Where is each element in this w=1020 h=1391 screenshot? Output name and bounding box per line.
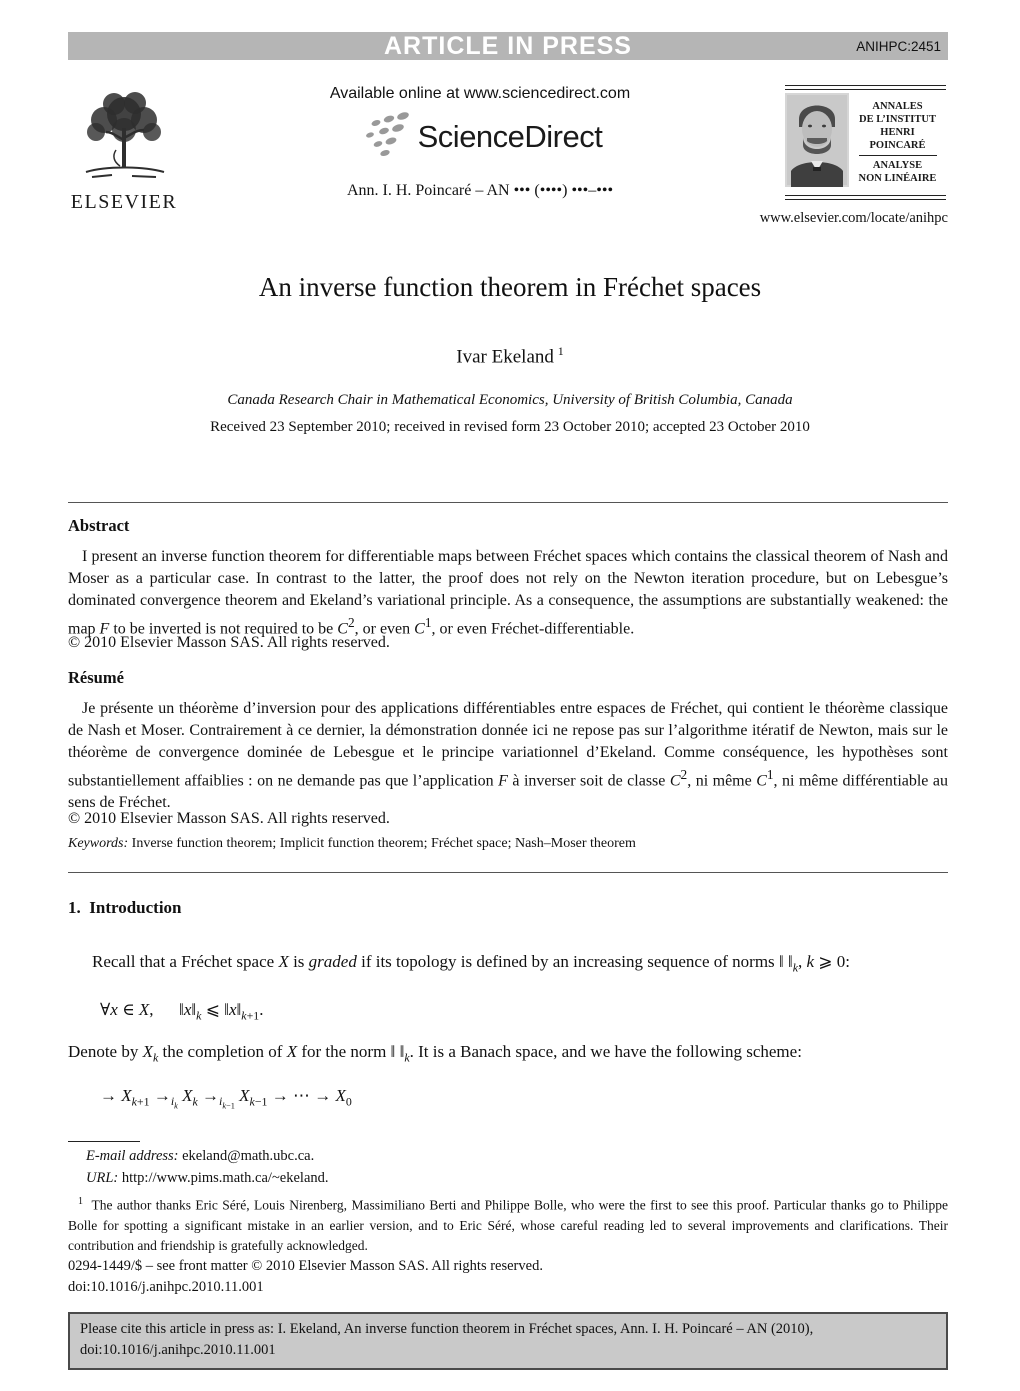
banner-manuscript-code: ANIHPC:2451 bbox=[856, 39, 941, 54]
footnote-url bbox=[68, 1170, 948, 1187]
article-received-dates: Received 23 September 2010; received in revised form 23 October 2010; accepted 23 October 2010 bbox=[210, 419, 810, 435]
cover-journal-title: ANNALES DE L’INSTITUT HENRI POINCARÉ bbox=[859, 101, 936, 151]
article-affiliation: Canada Research Chair in Mathematical Economics, University of British Columbia, Canada bbox=[227, 392, 793, 408]
cover-text bbox=[849, 100, 946, 185]
resume-heading: Résumé bbox=[68, 668, 124, 687]
elsevier-locate-url: www.elsevier.com/locate/anihpc bbox=[759, 210, 948, 226]
sciencedirect-dots-icon bbox=[358, 111, 412, 162]
elsevier-wordmark: ELSEVIER bbox=[70, 191, 178, 213]
formula-norms: ∀x ∈ X, $‖x‖_k$ ⩽ $‖x‖_{k+1}$. bbox=[100, 1000, 264, 1023]
banner-title: ARTICLE IN PRESS bbox=[384, 32, 632, 60]
article-in-press-banner bbox=[68, 32, 948, 60]
introduction-heading: 1. Introduction bbox=[68, 898, 182, 917]
email-value: ekeland@math.ubc.ca. bbox=[178, 1148, 315, 1164]
keywords-line bbox=[68, 836, 948, 852]
resume-copyright: © 2010 Elsevier Masson SAS. All rights reserved. bbox=[68, 810, 390, 827]
sciencedirect-wordmark: ScienceDirect bbox=[417, 118, 603, 154]
article-author: Ivar Ekeland $^1$ bbox=[456, 344, 564, 368]
sciencedirect-logo bbox=[240, 111, 720, 162]
introduction-paragraph-1: Recall that a Fréchet space X is graded if its topology is defined by an increasing sequence of norms ‖ $‖_k$, k ⩾ 0: bbox=[92, 952, 851, 975]
article-title: An inverse function theorem in Fréchet spaces bbox=[258, 272, 762, 302]
footnote-rule bbox=[68, 1141, 140, 1142]
email-label: E-mail address: bbox=[86, 1148, 179, 1164]
url-value: http://www.pims.math.ca/~ekeland. bbox=[118, 1170, 329, 1186]
please-cite-text: Please cite this article in press as: I. Ekeland, An inverse function theorem in Fréchet spaces, Ann. I. H. Poincaré – AN (2010), doi:10.1016/j.anihpc.2010.11.001 bbox=[80, 1321, 814, 1358]
keywords-text: Inverse function theorem; Implicit function theorem; Fréchet space; Nash–Moser theorem bbox=[128, 836, 636, 851]
elsevier-logo bbox=[68, 88, 180, 214]
available-online-text: Available online at www.sciencedirect.com bbox=[329, 85, 631, 102]
cover-journal-subtitle: ANALYSE NON LINÉAIRE bbox=[858, 160, 937, 184]
resume-paragraph: Je présente un théorème d’inversion pour des applications différentiables entre espaces de Fréchet, qui contient le théorème classique de Nash et Moser. Contrairement à ce dernier, la démonstration donnée ici ne repose pas sur l’algorithme itératif de Newton, mais sur le théorème de convergence dominée de Lebesgue et le principe variationnel d’Ekeland. Comme conséquence, les hypothèses sont substantiellement affaiblies : on ne demande pas que l’application F à inverser soit de classe $C^2$, ni même $C^1$, ni même différentiable au sens de Fréchet. bbox=[68, 700, 948, 812]
journal-reference: Ann. I. H. Poincaré – AN ••• (••••) •••–••• bbox=[346, 182, 614, 199]
header-center bbox=[240, 85, 720, 200]
doi-line: doi:10.1016/j.anihpc.2010.11.001 bbox=[68, 1279, 264, 1295]
section-divider-keywords bbox=[68, 872, 948, 873]
abstract-copyright: © 2010 Elsevier Masson SAS. All rights reserved. bbox=[68, 634, 390, 651]
cover-bottom-rule bbox=[785, 195, 946, 200]
issn-front-matter: 0294-1449/$ – see front matter © 2010 Elsevier Masson SAS. All rights reserved. bbox=[68, 1258, 543, 1274]
cover-divider bbox=[859, 155, 937, 156]
url-label: URL: bbox=[86, 1170, 119, 1186]
introduction-paragraph-2: Denote by $X_k$ the completion of X for the norm ‖ $‖_k$. It is a Banach space, and we have the following scheme: bbox=[68, 1042, 802, 1065]
elsevier-tree-icon bbox=[72, 171, 176, 188]
abstract-heading: Abstract bbox=[68, 516, 130, 535]
please-cite-box bbox=[68, 1312, 948, 1370]
journal-cover bbox=[785, 85, 946, 200]
footnote-email bbox=[68, 1148, 948, 1165]
formula-scheme: → $X_{k+1} \to_{i_k}$ $X_k \to_{i_{k-1}}$ $X_{k-1}$ → ⋯ → $X_0$ bbox=[100, 1086, 352, 1111]
section-divider-top bbox=[68, 502, 948, 503]
keywords-label: Keywords: bbox=[68, 836, 129, 851]
footnote-acknowledgement: $^1$ The author thanks Eric Séré, Louis Nirenberg, Massimiliano Berti and Philippe Bolle, who were the first to see this proof. Particular thanks go to Philippe Bolle for spotting a significant mistake in an earlier version, and to Eric Séré, whose careful reading led to several improvements and clarifications. Their contribution and friendship is gratefully acknowledged. bbox=[68, 1196, 948, 1253]
poincare-portrait bbox=[785, 93, 849, 192]
abstract-paragraph: I present an inverse function theorem for differentiable maps between Fréchet spaces which contains the classical theorem of Nash and Moser as a particular case. In contrast to the latter, the proof does not rely on the Newton iteration procedure, but on Lebesgue’s dominated convergence theorem and Ekeland’s variational principle. As a consequence, the assumptions are substantially weakened: the map F to be inverted is not required to be $C^2$, or even $C^1$, or even Fréchet-differentiable. bbox=[68, 548, 948, 638]
